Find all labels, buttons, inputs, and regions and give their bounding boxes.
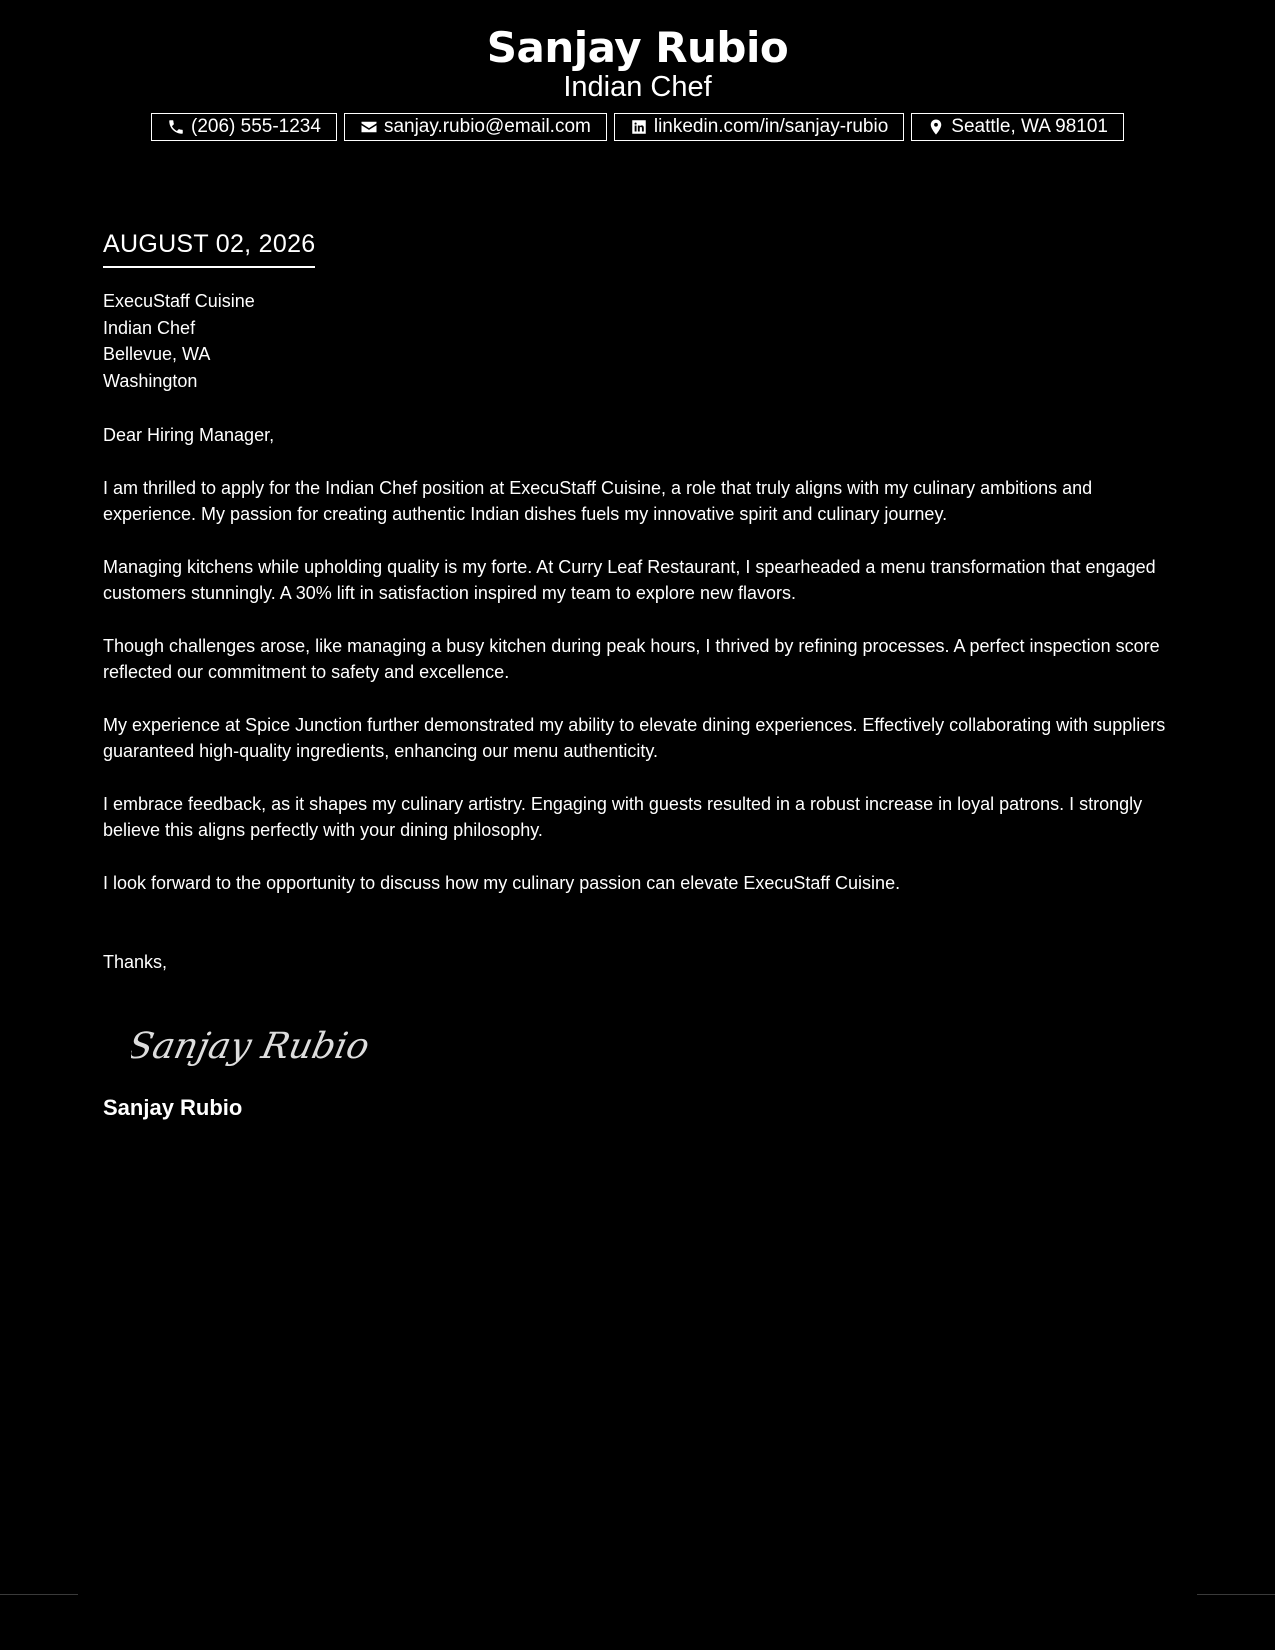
signer-name: Sanjay Rubio <box>103 1095 243 1120</box>
letter-date: AUGUST 02, 2026 <box>103 228 315 268</box>
letter-header <box>0 22 1275 104</box>
salutation: Dear Hiring Manager, <box>103 425 275 445</box>
recipient-company: ExecuStaff Cuisine <box>103 291 255 311</box>
contact-email[interactable] <box>344 113 607 141</box>
svg-text:Sanjay Rubio: Sanjay Rubio <box>131 1023 371 1067</box>
phone-icon <box>167 118 185 136</box>
applicant-role: Indian Chef <box>563 71 712 103</box>
recipient-state: Washington <box>103 370 198 391</box>
closing: Thanks, <box>103 952 168 972</box>
paragraph-4: My experience at Spice Junction further demonstrated my ability to elevate dining experiences. Effectively collaborating with suppliers guaranteed high-quality ingredients, enhancing our menu authenticity. <box>103 714 1166 761</box>
map-marker-icon <box>927 118 945 136</box>
paragraph-3: Though challenges arose, like managing a busy kitchen during peak hours, I thrived by refining processes. A perfect inspection score reflected our commitment to safety and excellence. <box>103 635 1160 682</box>
contact-location[interactable] <box>911 113 1124 141</box>
footer-divider-right <box>1197 1594 1275 1595</box>
contact-email-text: sanjay.rubio@email.com <box>383 116 591 137</box>
paragraph-6: I look forward to the opportunity to discuss how my culinary passion can elevate ExecuStaff Cuisine. <box>103 872 901 893</box>
contact-linkedin-text: linkedin.com/in/sanjay-rubio <box>653 116 889 137</box>
contact-bar <box>0 113 1275 141</box>
paragraph-1: I am thrilled to apply for the Indian Chef position at ExecuStaff Cuisine, a role that truly aligns with my culinary ambitions and experience. My passion for creating authentic Indian dishes fuels my innovative spirit and culinary journey. <box>103 477 1093 524</box>
footer-divider-left <box>0 1594 78 1595</box>
contact-phone-text: (206) 555-1234 <box>191 116 321 137</box>
linkedin-icon <box>630 118 648 136</box>
handwritten-signature <box>131 1016 371 1074</box>
letter-body <box>103 228 1183 1122</box>
recipient-block <box>103 288 1183 394</box>
contact-location-text: Seattle, WA 98101 <box>951 116 1108 137</box>
recipient-city: Bellevue, WA <box>103 344 211 364</box>
recipient-position: Indian Chef <box>103 317 196 338</box>
contact-phone[interactable] <box>151 113 337 141</box>
contact-linkedin[interactable] <box>614 113 904 141</box>
applicant-name: Sanjay Rubio <box>486 23 789 72</box>
envelope-icon <box>360 118 378 136</box>
paragraph-2: Managing kitchens while upholding quality is my forte. At Curry Leaf Restaurant, I spearheaded a menu transformation that engaged customers stunningly. A 30% lift in satisfaction inspired my team to explore new flavors. <box>103 556 1156 603</box>
paragraph-5: I embrace feedback, as it shapes my culinary artistry. Engaging with guests resulted in a robust increase in loyal patrons. I strongly believe this aligns perfectly with your dining philosophy. <box>103 793 1143 840</box>
